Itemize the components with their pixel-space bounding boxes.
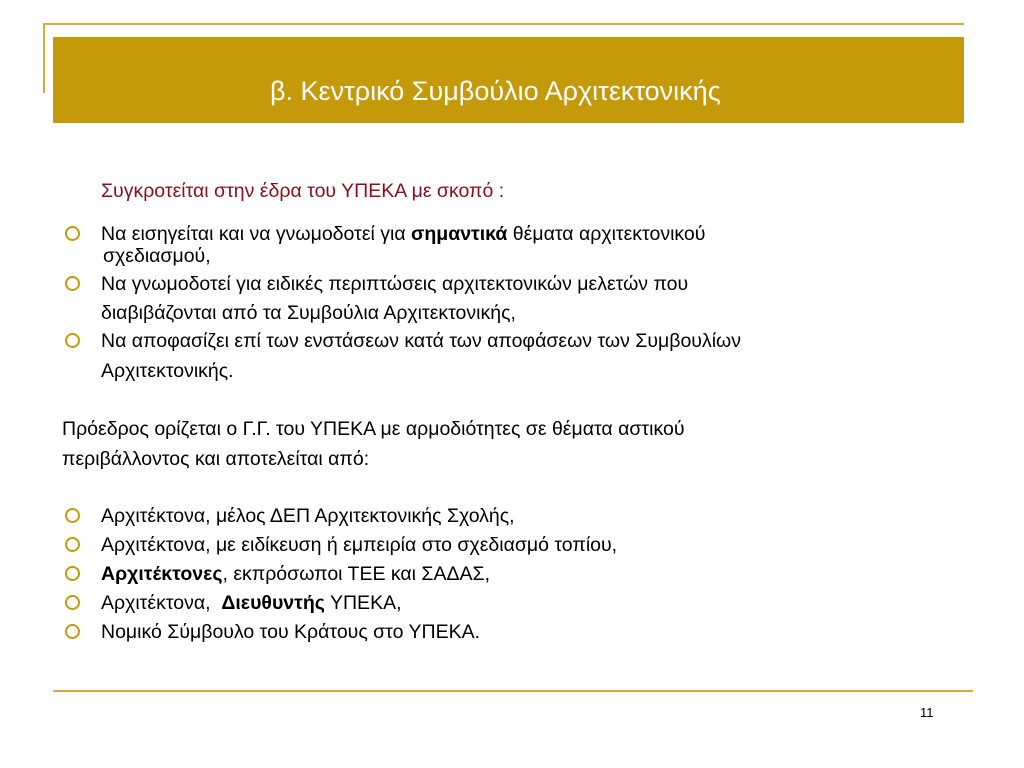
bullet-icon bbox=[65, 226, 80, 241]
purpose-item-3-line1: Να αποφασίζει επί των ενστάσεων κατά των αποφάσεων των Συμβουλίων bbox=[101, 330, 742, 352]
member-item-5: Νομικό Σύμβουλο του Κράτους στο ΥΠΕΚΑ. bbox=[101, 621, 481, 643]
bullet-icon bbox=[65, 624, 80, 639]
page-number: 11 bbox=[920, 705, 934, 720]
member-item-4-emphasis: Διευθυντής bbox=[221, 592, 325, 614]
bullet-icon bbox=[65, 537, 80, 552]
purpose-item-1-line1: Να εισηγείται και να γνωμοδοτεί για σημαντικά θέματα αρχιτεκτονικού bbox=[101, 223, 706, 245]
president-line-1: Πρόεδρος ορίζεται ο Γ.Γ. του ΥΠΕΚΑ με αρμοδιότητες σε θέματα αστικού bbox=[62, 418, 685, 440]
slide-title: β. Κεντρικό Συμβούλιο Αρχιτεκτονικής bbox=[270, 76, 721, 106]
member-item-3-emphasis: Αρχιτέκτονες bbox=[101, 563, 223, 585]
purpose-item-2-line2: διαβιβάζονται από τα Συμβούλια Αρχιτεκτονικής, bbox=[101, 302, 516, 324]
bottom-divider bbox=[53, 690, 973, 692]
bullet-icon bbox=[65, 595, 80, 610]
purpose-item-1-emphasis: σημαντικά bbox=[411, 223, 508, 245]
bullet-icon bbox=[65, 566, 80, 581]
member-item-2: Αρχιτέκτονα, με ειδίκευση ή εμπειρία στο σχεδιασμό τοπίου, bbox=[101, 534, 618, 556]
bullet-icon bbox=[65, 508, 80, 523]
president-line-2: περιβάλλοντος και αποτελείται από: bbox=[62, 448, 370, 470]
bullet-icon bbox=[65, 276, 80, 291]
purpose-item-2-line1: Να γνωμοδοτεί για ειδικές περιπτώσεις αρχιτεκτονικών μελετών που bbox=[101, 273, 689, 295]
member-item-4: Αρχιτέκτονα, Διευθυντής ΥΠΕΚΑ, bbox=[101, 592, 402, 614]
member-item-3: Αρχιτέκτονες, εκπρόσωποι ΤΕΕ και ΣΑΔΑΣ, bbox=[101, 563, 490, 585]
member-item-1: Αρχιτέκτονα, μέλος ΔΕΠ Αρχιτεκτονικής Σχολής, bbox=[101, 505, 515, 527]
purpose-item-3-line2: Αρχιτεκτονικής. bbox=[101, 360, 234, 382]
intro-text: Συγκροτείται στην έδρα του ΥΠΕΚΑ με σκοπό : bbox=[101, 180, 505, 202]
purpose-item-1-line2: σχεδιασμού, bbox=[103, 245, 211, 267]
bullet-icon bbox=[65, 333, 80, 348]
